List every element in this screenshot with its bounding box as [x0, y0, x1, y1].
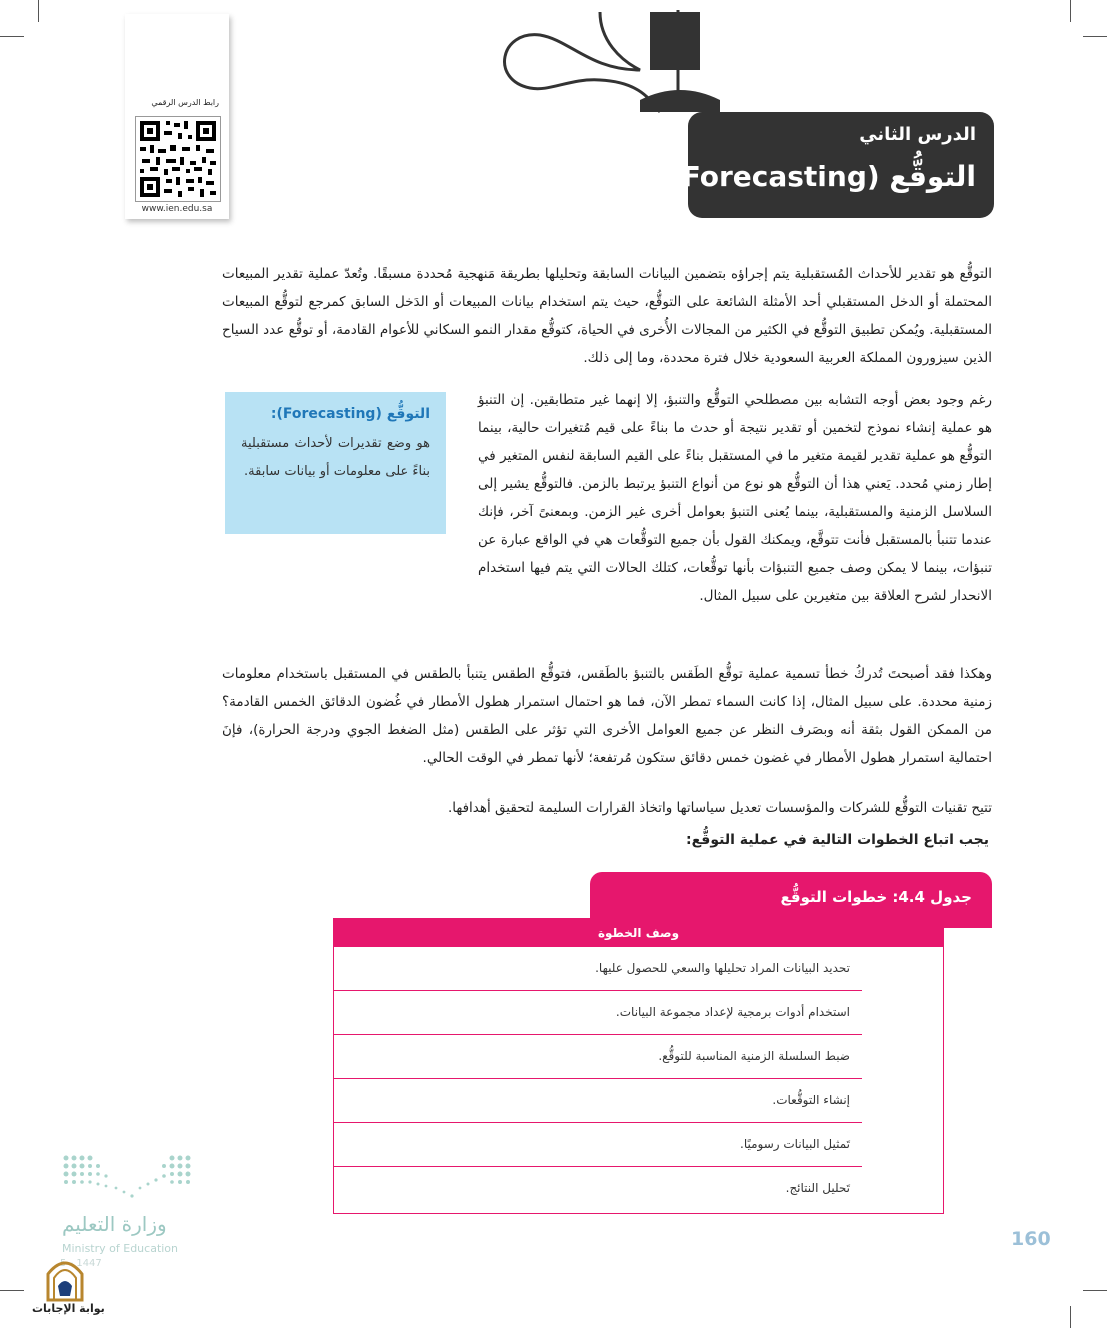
step-description: تَمثيل البيانات رسوميًا.	[334, 1123, 862, 1167]
ministry-name-english: Ministry of Education	[62, 1242, 179, 1255]
table-column-header: وصف الخطوة	[333, 918, 944, 946]
crop-mark	[1083, 1290, 1107, 1291]
portal-logo-icon	[44, 1256, 86, 1302]
benefit-text: تتيح تقنيات التوقُّع للشركات والمؤسسات تعديل سياساتها واتخاذ القرارات السليمة لتحقيق أهدافها.	[447, 800, 992, 816]
weather-paragraph	[222, 660, 992, 772]
steps-table	[333, 946, 944, 1214]
ministry-year: 5 - 1447	[60, 1258, 102, 1269]
step-description: تَحليل النتائج.	[785, 1181, 850, 1195]
table-row	[334, 947, 943, 991]
benefit-paragraph	[222, 794, 992, 822]
plug-wire-illustration	[300, 0, 720, 120]
qr-code-icon[interactable]	[135, 116, 221, 202]
qr-label: رابط الدرس الرقمي	[151, 98, 219, 107]
table-row	[334, 1079, 943, 1123]
steps-lead: يجب اتباع الخطوات التالية في عملية التوقُّع:	[686, 832, 989, 848]
crop-mark	[38, 0, 39, 22]
comparison-text: رغم وجود بعض أوجه التشابه بين مصطلحي التوقُّع والتنبؤ، إلا إنهما غير متطابقين. إن التنبؤ هو عملية إنشاء نموذج لتخمين أو تقدير نتيجة أو حدث ما بناءً على قيم مُتغيرات حالية، بينما التوقُّع هو عملية تقدير لقيمة متغير ما في المستقبل بناءً على القيم السابقة لنفس المتغير في إطار زمني مُحدد. يَعني هذا أن التوقُّع هو نوع من أنواع التنبؤ يرتبط بالزمن. فالتوقُّع يشير إلى السلاسل الزمنية والمستقبلية، بينما يُعنى التنبؤ بعوامل أخرى غير الزمن. وبمعنىً آخر، فإنك عندما تتنبأ بالمستقبل فأنت تتوقَّع، ويمكنك القول بأن جميع التوقُّعات هي في الواقع عبارة عن تنبؤات، بينما لا يمكن وصف جميع التنبؤات بأنها توقُّعات، كتلك الحالات التي يتم فيها استخدام الانحدار لشرح العلاقة بين متغيرين على سبيل المثال.	[478, 392, 992, 604]
step-label: خطوة 3	[877, 1049, 929, 1064]
crop-mark	[0, 1290, 24, 1291]
intro-text: التوقُّع هو تقدير للأحداث المُستقبلية يتم إجراؤه بتضمين البيانات السابقة وتحليلها بطريقة مَنهجية مُحددة مسبقًا. وتُعدّ عملية تقدير المبيعات المحتملة أو الدخل المستقبلي أحد الأمثلة الشائعة على التوقُّع، حيث يتم استخدام بيانات المبيعات أو الدَخل السابق كمرجع لتوقُّع المبيعات المستقبلية. ويُمكن تطبيق التوقُّع في الكثير من المجالات الأُخرى في الحياة، كتوقُّع مقدار النمو السكاني للأعوام القادمة، أو توقُّع عدد السياح الذين سيزورون المملكة العربية السعودية خلال فترة محددة، وما إلى ذلك.	[222, 266, 992, 366]
qr-card[interactable]	[125, 14, 229, 219]
step-label: خطوة 4	[877, 1093, 929, 1108]
note-body: هو وضع تقديرات لأحداث مستقبلية بناءً على معلومات أو بيانات سابقة.	[241, 436, 430, 479]
ministry-name-arabic: وزارة التعليم	[62, 1212, 167, 1236]
lesson-title: التوقُّع (Forecasting)	[668, 160, 976, 193]
step-label: خطوة 5	[877, 1137, 929, 1152]
step-label: خطوة 6	[877, 1181, 929, 1196]
step-description: تحديد البيانات المراد تحليلها والسعي للحصول عليها.	[334, 947, 862, 991]
page-number: 160	[1011, 1228, 1051, 1250]
step-description: إنشاء التوقُّعات.	[334, 1079, 862, 1123]
lesson-banner	[668, 112, 994, 218]
note-title: التوقُّع (Forecasting):	[270, 406, 430, 422]
definition-note	[225, 392, 446, 534]
step-description: ضبط السلسلة الزمنية المناسبة للتوقُّع.	[334, 1035, 862, 1079]
qr-url[interactable]: www.ien.edu.sa	[141, 204, 213, 214]
step-label: خطوة 2	[877, 1005, 929, 1020]
crop-mark	[0, 36, 24, 37]
crop-mark	[1083, 36, 1107, 37]
portal-watermark-text: بوابة الإجابات	[32, 1302, 105, 1315]
step-label: خطوة 1	[877, 961, 929, 976]
crop-mark	[1070, 0, 1071, 22]
lesson-number: الدرس الثاني	[859, 124, 976, 145]
table-caption: جدول 4.4: خطوات التوقُّع	[780, 888, 972, 906]
table-row	[334, 1167, 943, 1211]
comparison-paragraph	[478, 386, 992, 610]
step-description: استخدام أدوات برمجية لإعداد مجموعة البيانات.	[334, 991, 862, 1035]
intro-paragraph	[222, 260, 992, 372]
ministry-logo-icon	[60, 1152, 200, 1202]
weather-text: وهكذا فقد أصبحتَ تُدركُ خطأ تسمية عملية توقُّع الطَقس بالتنبؤ بالطَقس، فتوقُّع الطقس يتنبأ بالطقس في المستقبل باستخدام معلومات زمنية محددة. على سبيل المثال، إذا كانت السماء تمطر الآن، فما هو احتمال استمرار هطول الأمطار في غُضون الدقائق الخمس القادمة؟ من الممكن القول بثقة أنه وبصَرف النظر عن جميع العوامل الأخرى التي تؤثر على الطقس (مثل الضغط الجوي ودرجة الحرارة)، فإنَ احتمالية استمرار هطول الأمطار في غضون خمس دقائق ستكون مُرتفعة؛ لأنها تمطر في الوقت الحالي.	[222, 666, 992, 766]
table-row	[334, 1035, 943, 1079]
table-row	[334, 991, 943, 1035]
table-row	[334, 1123, 943, 1167]
crop-mark	[1070, 1306, 1071, 1328]
